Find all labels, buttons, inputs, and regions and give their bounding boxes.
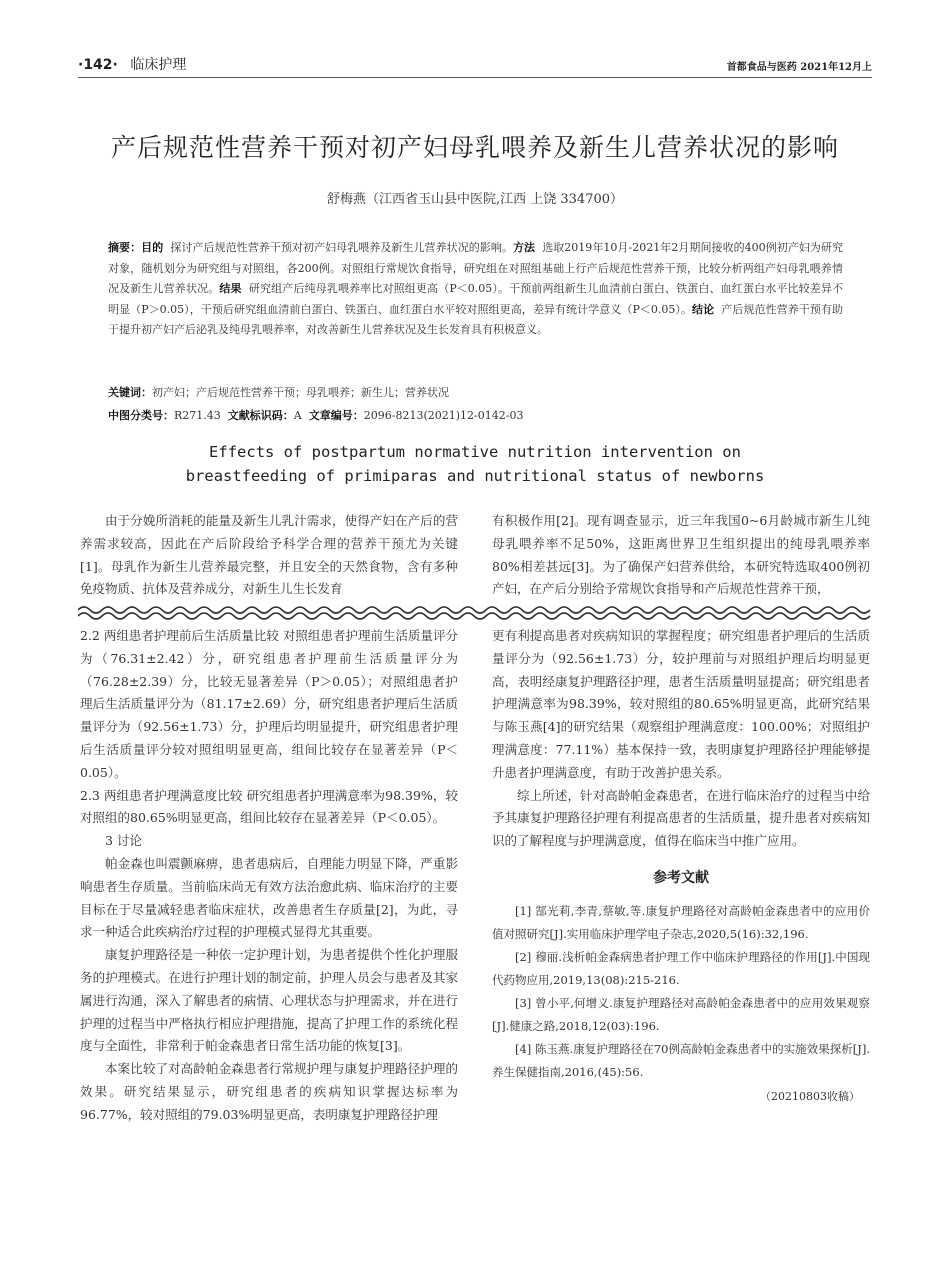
references-heading: 参考文献 (653, 869, 709, 886)
article-number-label: 文章编号： (308, 409, 364, 422)
journal-name: 首都食品与医药 2021年12月上 (726, 62, 872, 73)
lower-left-column (80, 625, 458, 1127)
section-name: 临床护理 (130, 57, 187, 73)
article-title: 产后规范性营养干预对初产妇母乳喂养及新生儿营养状况的影响 (110, 133, 839, 162)
result-text: 研究组产后纯母乳喂养率比对照组更高（P＜0.05）。干预前两组新生儿血清前白蛋白、铁蛋白、血红蛋白水平比较差异不明显（P＞0.05），干预后研究组血清前白蛋白、铁蛋白、血红蛋白水平较对照组更高，差异有统计学意义（P＜0.05）。 (108, 282, 844, 316)
section-3-heading: 3 讨论 (105, 833, 142, 849)
author-affiliation: 舒梅燕（江西省玉山县中医院,江西 上饶 334700） (326, 192, 624, 207)
english-title-line-2: breastfeeding of primiparas and nutritional status of newborns (185, 467, 765, 485)
intro-paragraph-left: 由于分娩所消耗的能量及新生儿乳汁需求，使得产妇在产后的营养需求较高，因此在产后阶段给予科学合理的营养干预尤为关键[1]。母乳作为新生儿营养最完整，并且安全的天然食物，含有多种免疫物质、抗体及营养成分，对新生儿生长发育 (80, 513, 458, 597)
clc-label: 中图分类号： (108, 409, 174, 422)
classification-line (108, 407, 523, 423)
results-2-2: 2.2 两组患者护理前后生活质量比较 对照组患者护理前生活质量评分为（76.31±2.42）分，研究组患者护理前生活质量评分为（76.28±2.39）分，比较无显著差异（P＞0.05）；对照组患者护理后生活质量评分为（81.17±2.69）分，研究组患者护理后生活质量评分为（92.56±1.73）分，护理后均明显提升，研究组患者护理后生活质量评分较对照组明显更高，组间比较存在显著差异（P＜0.05）。 (80, 628, 458, 780)
article-number-value: 2096-8213(2021)12-0142-03 (363, 409, 524, 422)
result-label: 结果 (219, 282, 242, 296)
method-label: 方法 (512, 241, 536, 254)
english-title (0, 440, 950, 488)
intro-paragraph-right: 有积极作用[2]。现有调查显示，近三年我国0~6月龄城市新生儿纯母乳喂养率不足50%，这距离世界卫生组织提出的纯母乳喂养率80%相差甚远[3]。为了确保产妇营养供给，本研究特选取400例初产妇，在产后分别给予常规饮食指导和产后规范性营养干预， (492, 513, 870, 597)
reference-item: [3] 曾小平,何增义.康复护理路径对高龄帕金森患者中的应用效果观察[J].健康之路,2018,12(03):196. (492, 995, 870, 1033)
lower-right-column (492, 625, 870, 1109)
abstract-label: 摘要： (108, 241, 142, 254)
discussion-continued: 更有利提高患者对疾病知识的掌握程度；研究组患者护理后的生活质量评分为（92.56±1.73）分，较护理前与对照组护理后均明显更高，表明经康复护理路径护理，患者生活质量明显提高；研究组患者护理满意率为98.39%，较对照组的80.65%明显更高，此研究结果与陈玉燕[4]的研究结果（观察组护理满意度：100.00%；对照组护理满意度：77.11%）基本保持一致，表明康复护理路径护理能够提升患者护理满意度，有助于改善护患关系。 (492, 628, 870, 780)
intro-left-column (80, 510, 458, 601)
reference-item: [2] 穆丽.浅析帕金森病患者护理工作中临床护理路径的作用[J].中国现代药物应用,2019,13(08):215-216. (492, 949, 870, 987)
header-rule (78, 77, 872, 78)
doc-code-label: 文献标识码： (227, 409, 294, 422)
doc-code-value: A (293, 409, 302, 422)
objective-text: 探讨产后规范性营养干预对初产妇母乳喂养及新生儿营养状况的影响。 (170, 241, 513, 254)
method-text: 选取2019年10月-2021年2月期间接收的400例初产妇为研究对象，随机划分为研究组与对照组，各200例。对照组行常规饮食指导，研究组在对照组基础上行产后规范性营养干预，比较分析两组产妇母乳喂养情况及新生儿营养状况。 (108, 241, 844, 296)
keywords-label: 关键词： (108, 386, 152, 399)
english-title-line-1: Effects of postpartum normative nutrition intervention on (209, 443, 741, 461)
page-number: ·142· (78, 57, 118, 73)
conclusion-label: 结论 (692, 302, 715, 316)
running-header-left (78, 54, 186, 74)
reference-item: [4] 陈玉燕.康复护理路径在70例高龄帕金森患者中的实施效果探析[J].养生保健指南,2016,(45):56. (492, 1041, 870, 1079)
conclusion-paragraph: 综上所述，针对高龄帕金森患者，在进行临床治疗的过程当中给予其康复护理路径护理有利提高患者的生活质量，提升患者对疾病知识的了解程度与护理满意度，值得在临床当中推广应用。 (492, 787, 870, 849)
discussion-paragraph-3: 本案比较了对高龄帕金森患者行常规护理与康复护理路径护理的效果。研究结果显示，研究组患者的疾病知识掌握达标率为96.77%，较对照组的79.03%明显更高，表明康复护理路径护理 (80, 1061, 458, 1122)
keywords-text: 初产妇；产后规范性营养干预；母乳喂养；新生儿；营养状况 (152, 386, 449, 399)
objective-label: 目的 (141, 241, 164, 254)
page-break-wave (78, 602, 873, 622)
discussion-paragraph-1: 帕金森也叫震颤麻痹，患者患病后，自理能力明显下降，严重影响患者生存质量。当前临床尚无有效方法治愈此病、临床治疗的主要目标在于尽量减轻患者临床症状，改善患者生存质量[2]，为此，寻求一种适合此疾病治疗过程的护理模式显得尤其重要。 (80, 855, 458, 940)
abstract (108, 238, 843, 341)
intro-right-column (492, 510, 870, 601)
discussion-paragraph-2: 康复护理路径是一种依一定护理计划，为患者提供个性化护理服务的护理模式。在进行护理计划的制定前，护理人员会与患者及其家属进行沟通，深入了解患者的病情、心理状态与护理需求，并在进行护理的过程当中严格执行相应护理措施，提高了护理工作的系统化程度与全面性，非常利于帕金森患者日常生活功能的恢复[3]。 (80, 947, 458, 1054)
received-date: （20210803收稿） (760, 1089, 860, 1103)
reference-item: [1] 郜光莉,李青,蔡敏,等.康复护理路径对高龄帕金森患者中的应用价值对照研究[J].实用临床护理学电子杂志,2020,5(16):32,196. (492, 903, 870, 941)
results-2-3: 2.3 两组患者护理满意度比较 研究组患者护理满意率为98.39%，较对照组的80.65%明显更高，组间比较存在显著差异（P＜0.05）。 (80, 787, 458, 826)
keywords (108, 384, 449, 400)
clc-value: R271.43 (174, 409, 221, 422)
conclusion-text: 产后规范性营养干预有助于提升初产妇产后泌乳及纯母乳喂养率，对改善新生儿营养状况及生长发育具有积极意义。 (108, 302, 844, 337)
